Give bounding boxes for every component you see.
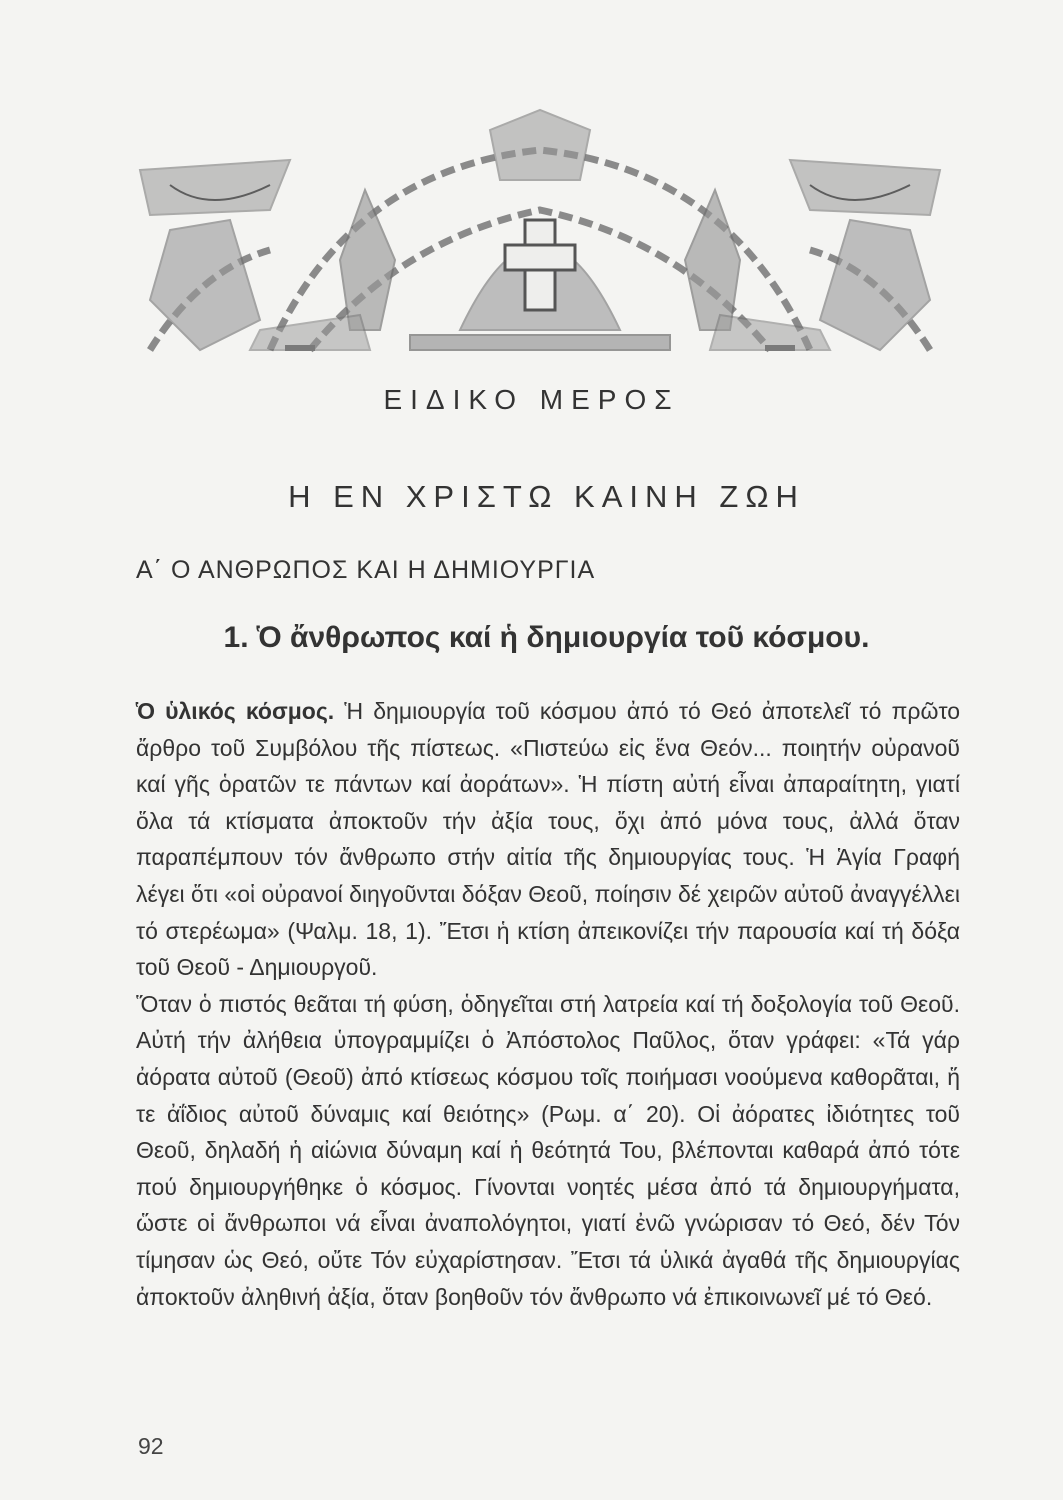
chapter-title: Η ΕΝ ΧΡΙΣΤΩ ΚΑΙΝΗ ΖΩΗ — [288, 479, 805, 514]
section-title: Α΄ Ο ΑΝΘΡΩΠΟΣ ΚΑΙ Η ΔΗΜΙΟΥΡΓΙΑ — [136, 556, 596, 584]
mosaic-ornament-header — [110, 100, 970, 390]
paragraph-text: Ἡ δημιουργία τοῦ κόσμου ἀπό τό Θεό ἀποτελεῖ τό πρῶτο ἄρθρο τοῦ Συμβόλου τῆς πίστεως. «Πιστεύω εἰς ἕνα Θεόν... ποιητήν οὐρανοῦ καί γῆς ὁρατῶν τε πάντων καί ἀοράτων». Ἡ πίστη αὐτή εἶναι ἀπαραίτητη, γιατί ὅλα τά κτίσματα ἀποκτοῦν τήν ἀξία τους, ὄχι ἀπό μόνα τους, ἀλλά ὅταν παραπέμπουν τόν ἄνθρωπο στήν αἰτία τῆς δημιουργίας τους. Ἡ Ἁγία Γραφή λέγει ὅτι «οἱ οὐρανοί διηγοῦνται δόξαν Θεοῦ, ποίησιν δέ χειρῶν αὐτοῦ ἀναγγέλλει τό στερέωμα» (Ψαλμ. 18, 1). Ἔτσι ἡ κτίση ἀπεικονίζει τήν παρουσία καί τή δόξα τοῦ Θεοῦ - Δημιουργοῦ. — [136, 698, 960, 981]
paragraph-text: Ὅταν ὁ πιστός θεᾶται τή φύση, ὁδηγεῖται στή λατρεία καί τή δοξολογία τοῦ Θεοῦ. Αὐτή τήν ἀλήθεια ὑπογραμμίζει ὁ Ἀπόστολος Παῦλος, ὅταν γράφει: «Τά γάρ ἀόρατα αὐτοῦ (Θεοῦ) ἀπό κτίσεως κόσμου τοῖς ποιήμασι νοούμενα καθορᾶται, ἥ τε ἀΐδιος αὐτοῦ δύναμις καί θειότης» (Ρωμ. α΄ 20). Οἱ ἀόρατες ἰδιότητες τοῦ Θεοῦ, δηλαδή ἡ αἰώνια δύναμη καί ἡ θεότητά Του, βλέπονται καθαρά ἀπό τότε πού δημιουργήθηκε ὁ κόσμος. Γίνονται νοητές μέσα ἀπό τά δημιουργήματα, ὥστε οἱ ἄνθρωποι νά εἶναι ἀναπολόγητοι, γιατί ἐνῶ γνώρισαν τό Θεό, δέν Τόν τίμησαν ὡς Θεό, οὔτε Τόν εὐχαρίστησαν. Ἔτσι τά ὑλικά ἀγαθά τῆς δημιουργίας ἀποκτοῦν ἀληθινή ἀξία, ὅταν βοηθοῦν τόν ἄνθρωπο νά ἐπικοινωνεῖ μέ τό Θεό. — [136, 990, 960, 1310]
paragraph-2 — [136, 986, 960, 1315]
page-number: 92 — [138, 1433, 164, 1459]
subsection-title: 1. Ὁ ἄνθρωπος καί ἡ δημιουργία τοῦ κόσμου. — [223, 621, 870, 654]
paragraph-lead: Ὁ ὑλικός κόσμος. — [136, 698, 335, 724]
paragraph-1 — [136, 693, 960, 986]
part-title: ΕΙΔΙΚΟ ΜΕΡΟΣ — [383, 384, 680, 415]
body-text — [136, 693, 960, 1315]
